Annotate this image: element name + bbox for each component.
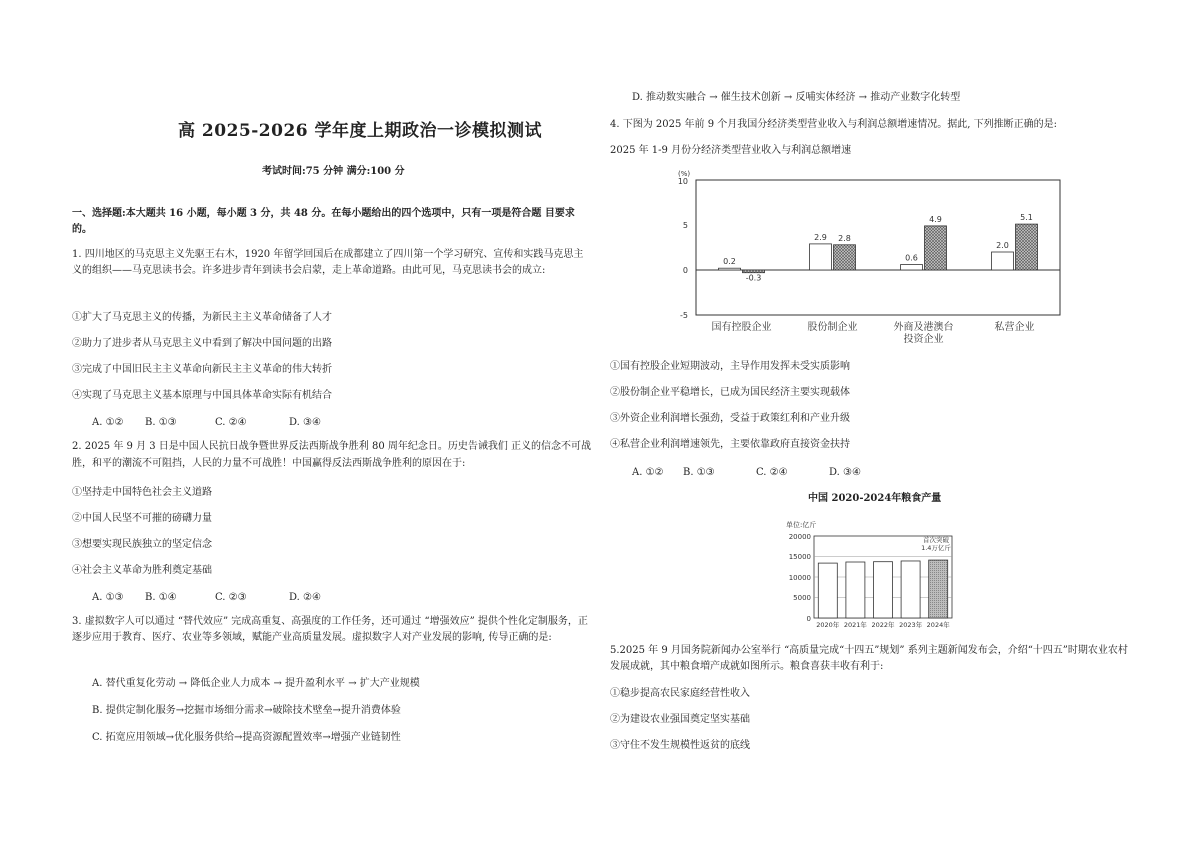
bar-value-label: 2.8 [838,233,851,243]
profit-growth-bar [925,226,947,270]
q1-choice-c: C. ②④ [215,417,247,428]
bar-value-label: 5.1 [1020,213,1033,223]
chart1-ytick: 5 [682,221,688,230]
grain-output-bar [846,562,865,618]
q3-option-a: A. 替代重复化劳动 → 降低企业人力成本 → 提升盈利水平 → 扩大产业规模 [92,678,420,689]
chart2-ylabel: 单位:亿斤 [786,521,817,529]
q4-choice-d: D. ③④ [829,467,861,478]
bar-value-label: 0.6 [905,253,918,263]
q1-option-2: ②助力了进步者从马克思主义中看到了解决中国问题的出路 [72,338,332,349]
q4-option-2: ②股份制企业平稳增长，已成为国民经济主要实现载体 [610,387,850,398]
q1-option-4: ④实现了马克思主义基本原理与中国具体革命实际有机结合 [72,390,332,401]
chart2-annotation: 首次突破 [923,536,949,544]
chart2-category-label: 2020年 [816,621,840,629]
q4-choice-a: A. ①② [632,467,664,478]
chart1-category-label: 外商及港澳台 [893,322,954,333]
chart1-ytick: -5 [680,311,688,320]
q4-choice-b: B. ①③ [683,467,715,478]
chart2-ytick: 20000 [788,533,811,541]
section-heading: 一、选择题:本大题共 16 小题，每小题 3 分，共 48 分。在每小题给出的四个选项中，只有一项是符合题 目要求的。 [72,208,575,235]
chart2-annotation: 1.4万亿斤 [921,544,951,552]
chart2-category-label: 2024年 [926,621,950,629]
q2-option-4: ④社会主义革命为胜利奠定基础 [72,565,212,576]
chart2-ytick: 10000 [788,574,811,582]
q2-option-3: ③想要实现民族独立的坚定信念 [72,539,212,550]
q3-option-c: C. 拓宽应用领域→优化服务供给→提高资源配置效率→增强产业链韧性 [92,732,401,743]
chart2-ytick: 15000 [788,553,811,561]
q1-choice-d: D. ③④ [289,417,321,428]
chart1-category-label: 私营企业 [994,322,1035,333]
chart1-title: 2025 年 1-9 月份分经济类型营业收入与利润总额增速 [610,145,852,156]
q2-choice-d: D. ②④ [289,592,321,603]
profit-growth-bar [743,270,765,273]
profit-growth-bar [1016,224,1038,270]
exam-title: 高 2025-2026 学年度上期政治一诊模拟测试 [178,121,543,141]
q2-option-1: ①坚持走中国特色社会主义道路 [72,487,212,498]
chart1-category-label: 国有控股企业 [711,322,772,333]
chart2-title: 中国 2020-2024年粮食产量 [808,493,942,504]
bar-value-label: 4.9 [929,214,942,224]
exam-subtitle: 考试时间:75 分钟 满分:100 分 [262,166,405,177]
q1-choice-a: A. ①② [92,417,124,428]
grain-output-bar [874,562,893,618]
q2-option-2: ②中国人民坚不可摧的磅礴力量 [72,513,212,524]
q2-stem: 2. 2025 年 9 月 3 日是中国人民抗日战争暨世界反法西斯战争胜利 80 周年纪念日。历史告诫我们 正义的信念不可战胜，和平的潮流不可阻挡，人民的力量不可战胜！中国赢得反法西斯战争胜利的原因在于: [72,441,592,469]
revenue-growth-bar [719,268,741,270]
chart2-category-label: 2021年 [843,621,867,629]
grain-output-bar [901,561,920,618]
q4-option-4: ④私营企业利润增速领先，主要依靠政府直接资金扶持 [610,439,850,450]
q4-stem: 4. 下图为 2025 年前 9 个月我国分经济类型营业收入与利润总额增速情况。据此, 下列推断正确的是: [610,119,1057,130]
chart1-ylabel: (%) [678,170,691,178]
chart2-category-label: 2023年 [899,621,923,629]
q4-option-3: ③外资企业利润增长强劲，受益于政策红利和产业升级 [610,413,850,424]
chart1-ytick: 10 [677,177,688,186]
q2-choice-b: B. ①④ [145,592,177,603]
q4-option-1: ①国有控股企业短期波动，主导作用发挥未受实质影响 [610,361,850,372]
chart2-category-label: 2022年 [871,621,895,629]
bar-value-label: 2.0 [996,241,1009,250]
grain-output-bar [929,560,948,618]
grain-output-bar [818,563,837,618]
q1-stem: 1. 四川地区的马克思主义先驱王右木，1920 年留学回国后在成都建立了四川第一个学习研究、宣传和实践马克思主义的组织——马克思读书会。许多进步青年到读书会启蒙，走上革命道路。由此可见，马克思读书会的成立: [72,249,584,276]
q3-option-b: B. 提供定制化服务→挖掘市场细分需求→破除技术壁垒→提升消费体验 [92,705,401,716]
q5-stem: 5.2025 年 9 月国务院新闻办公室举行 “高质量完成“十四五”规划” 系列主题新闻发布会，介绍“十四五”时期农业农村发展成就，其中粮食増产成就如图所示。粮食喜获丰收有利于: [610,645,1128,672]
chart2-ytick: 5000 [793,594,811,602]
q3-stem: 3. 虚拟数字人可以通过 “替代效应” 完成高重复、高强度的工作任务，还可通过 “增强效应” 提供个性化定制服务，正逐步应用于教育、医疗、农业等多领域，赋能产业高质量发展。虚拟数字人对产业发展的影响, 传导正确的是: [72,616,588,643]
revenue-growth-bar [992,252,1014,270]
chart1-ytick: 0 [682,266,688,275]
q3-option-d: D. 推动数实融合 → 催生技术创新 → 反哺实体经济 → 推动产业数字化转型 [632,92,961,103]
q4-choice-c: C. ②④ [756,467,788,478]
q5-option-1: ①稳步提高农民家庭经营性收入 [610,688,750,699]
q1-option-3: ③完成了中国旧民主主义革命向新民主主义革命的伟大转折 [72,364,332,375]
revenue-growth-bar [810,244,832,270]
growth-rate-bar-chart [660,160,1080,350]
chart1-category-label: 股份制企业 [807,322,858,333]
chart1-category-label: 投资企业 [903,334,944,345]
grain-output-bar-chart [780,512,960,632]
q5-option-3: ③守住不发生规模性返贫的底线 [610,740,750,751]
bar-value-label: 0.2 [723,257,736,267]
q5-option-2: ②为建设农业强国奠定坚实基础 [610,714,750,725]
q2-choice-a: A. ①③ [92,592,124,603]
bar-value-label: -0.3 [745,273,762,283]
q1-option-1: ①扩大了马克思主义的传播，为新民主主义革命储备了人才 [72,312,332,323]
q2-choice-c: C. ②③ [215,592,247,603]
profit-growth-bar [834,245,856,270]
chart2-ytick: 0 [806,615,811,623]
bar-value-label: 2.9 [814,232,827,242]
q1-choice-b: B. ①③ [145,417,177,428]
revenue-growth-bar [901,265,923,270]
